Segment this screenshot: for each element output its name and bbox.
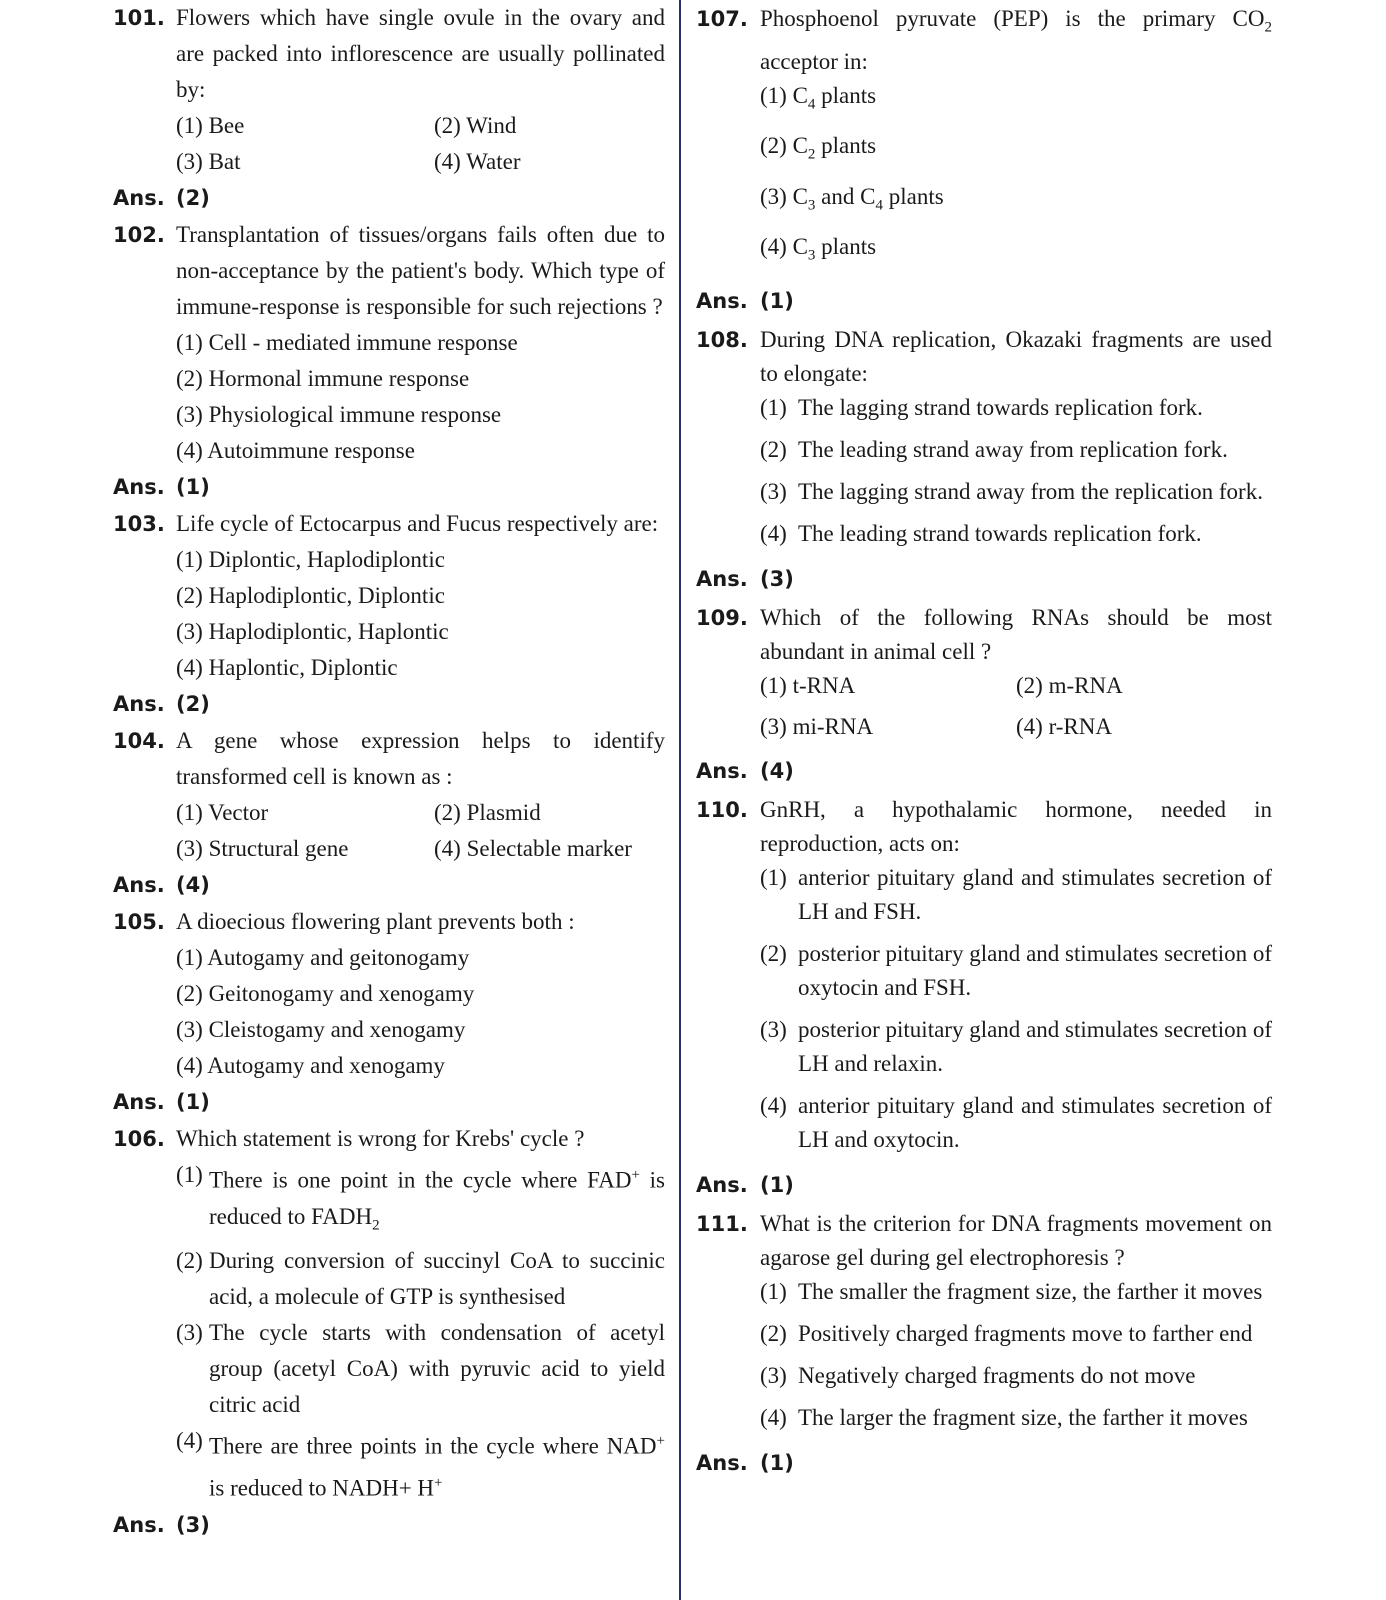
option-number: (4) xyxy=(760,1404,787,1430)
options xyxy=(696,1275,1272,1435)
question-text-part: What is the criterion for DNA fragments movement on agarose gel during gel electrophoresis ? xyxy=(760,1210,1272,1270)
question-block xyxy=(113,0,665,217)
option: (2) m-RNA xyxy=(1016,672,1123,698)
question-number: 108. xyxy=(696,327,748,352)
option xyxy=(760,129,1272,172)
option-number: (4) xyxy=(760,520,787,546)
question-block xyxy=(696,2,1272,321)
option: (4) Haplontic, Diplontic xyxy=(176,655,398,680)
question-text-part: Which of the following RNAs should be most abundant in animal cell ? xyxy=(760,604,1272,664)
question xyxy=(696,323,1272,391)
option-text xyxy=(798,1275,1272,1309)
option-number: (1) xyxy=(760,864,787,890)
options-grid xyxy=(176,795,665,867)
answer xyxy=(696,1165,1272,1205)
option-text-part: The leading strand towards replication fork. xyxy=(798,520,1202,546)
option-text-part: C xyxy=(792,183,808,209)
answer-value: (1) xyxy=(760,1172,794,1197)
answer-label: Ans. xyxy=(696,1172,748,1197)
question-text xyxy=(176,904,665,940)
answer-label: Ans. xyxy=(113,186,165,210)
question-text-part: Phosphoenol pyruvate (PEP) is the primary CO xyxy=(760,6,1265,31)
answer-value: (2) xyxy=(176,692,210,716)
option xyxy=(760,937,1272,1005)
option-text xyxy=(798,861,1272,929)
answer xyxy=(113,686,665,723)
question-block xyxy=(113,723,665,904)
question-text-part: A gene whose expression helps to identify transformed cell is known as : xyxy=(176,728,665,789)
option xyxy=(176,1243,665,1315)
option xyxy=(760,1359,1272,1393)
option-text xyxy=(793,180,944,223)
question-number: 101. xyxy=(113,6,165,30)
question xyxy=(696,601,1272,669)
option: (1) Autogamy and geitonogamy xyxy=(176,945,470,970)
question-number: 107. xyxy=(696,7,748,31)
option: (1) Bee xyxy=(176,113,245,138)
option-number: (3) xyxy=(760,478,787,504)
option-text xyxy=(798,1359,1272,1393)
options xyxy=(113,1157,665,1507)
options xyxy=(696,391,1272,551)
option-text-part: posterior pituitary gland and stimulates secretion of LH and relaxin. xyxy=(798,1016,1272,1076)
option xyxy=(760,861,1272,929)
answer xyxy=(696,751,1272,791)
option-text-part: The cycle starts with condensation of acetyl group (acetyl CoA) with pyruvic acid to yield citric acid xyxy=(209,1320,665,1418)
question-text-part: Life cycle of Ectocarpus and Fucus respectively are: xyxy=(176,511,659,536)
subscript: 2 xyxy=(807,146,816,163)
option-text xyxy=(793,79,877,122)
question-number: 106. xyxy=(113,1127,165,1151)
option-text-part: C xyxy=(792,234,808,260)
option-number: (2) xyxy=(176,1248,203,1274)
option-number: (1) xyxy=(760,394,787,420)
option-number: (3) xyxy=(176,1320,203,1346)
option-text-part: and C xyxy=(815,183,876,209)
question xyxy=(113,723,665,795)
subscript: 3 xyxy=(807,197,816,214)
superscript: + xyxy=(656,1433,665,1450)
question-text-part: A dioecious flowering plant prevents both : xyxy=(176,909,575,934)
option: (3) Bat xyxy=(176,149,241,174)
left-column xyxy=(113,0,665,1544)
option-text xyxy=(798,937,1272,1005)
option-number: (3) xyxy=(760,183,787,209)
option: (1) Diplontic, Haplodiplontic xyxy=(176,547,445,572)
option: (2) Hormonal immune response xyxy=(176,366,470,391)
option-text xyxy=(798,1013,1272,1081)
answer-value: (2) xyxy=(176,186,210,210)
question-text xyxy=(176,723,665,795)
answer-value: (3) xyxy=(176,1512,210,1537)
answer-value: (1) xyxy=(176,475,210,499)
answer-label: Ans. xyxy=(113,1090,165,1114)
option: (2) Geitonogamy and xenogamy xyxy=(176,981,475,1006)
question xyxy=(113,1121,665,1157)
question-block xyxy=(113,1121,665,1544)
answer-value: (4) xyxy=(176,873,210,897)
answer-value: (1) xyxy=(760,288,794,313)
question-number: 110. xyxy=(696,797,748,822)
option: (3) Cleistogamy and xenogamy xyxy=(176,1017,466,1042)
option-text-part: Negatively charged fragments do not move xyxy=(798,1362,1196,1388)
option xyxy=(760,1089,1272,1157)
option-text-part: The lagging strand away from the replication fork. xyxy=(798,478,1263,504)
option xyxy=(760,391,1272,425)
option-text-part: posterior pituitary gland and stimulates secretion of oxytocin and FSH. xyxy=(798,940,1272,1000)
options xyxy=(113,940,665,1084)
option-text xyxy=(209,1315,665,1423)
option: (2) Haplodiplontic, Diplontic xyxy=(176,583,445,608)
option-text xyxy=(793,129,877,172)
answer-label: Ans. xyxy=(696,288,748,313)
option xyxy=(176,1157,665,1243)
option-text xyxy=(798,1401,1272,1435)
answer-label: Ans. xyxy=(696,566,748,591)
option-text xyxy=(793,230,877,273)
question-block xyxy=(696,1207,1272,1483)
answer-label: Ans. xyxy=(696,758,748,783)
option-text xyxy=(209,1157,665,1243)
superscript: + xyxy=(434,1474,443,1491)
option-number: (4) xyxy=(760,234,787,260)
option-text-part: is reduced to NADH+ H xyxy=(209,1475,435,1501)
question xyxy=(696,2,1272,79)
question-block xyxy=(696,323,1272,599)
options xyxy=(696,79,1272,273)
option: (4) Autoimmune response xyxy=(176,438,415,463)
question-text xyxy=(176,0,665,108)
option-text-part: anterior pituitary gland and stimulates secretion of LH and FSH. xyxy=(798,864,1272,924)
answer-value: (1) xyxy=(760,1450,794,1475)
answer-label: Ans. xyxy=(696,1450,748,1475)
answer xyxy=(696,1443,1272,1483)
option-text-part: C xyxy=(792,133,808,159)
option xyxy=(760,1401,1272,1435)
question xyxy=(113,217,665,325)
answer-label: Ans. xyxy=(113,692,165,716)
option-text-part: anterior pituitary gland and stimulates secretion of LH and oxytocin. xyxy=(798,1092,1272,1152)
superscript: + xyxy=(631,1167,640,1183)
question-text xyxy=(760,1207,1272,1275)
subscript: 2 xyxy=(372,1217,380,1234)
question-text xyxy=(760,323,1272,391)
question-text-part: During DNA replication, Okazaki fragments are used to elongate: xyxy=(760,326,1272,386)
option-number: (2) xyxy=(760,1320,787,1346)
option: (4) Autogamy and xenogamy xyxy=(176,1053,445,1078)
option: (1) Cell - mediated immune response xyxy=(176,330,518,355)
options xyxy=(113,795,665,867)
question-number: 102. xyxy=(113,223,165,247)
question-number: 104. xyxy=(113,729,165,753)
option-text-part: plants xyxy=(815,82,877,108)
option-text xyxy=(798,517,1272,551)
answer xyxy=(696,559,1272,599)
option-number: (1) xyxy=(176,1162,203,1187)
option-text xyxy=(209,1243,665,1315)
options-grid xyxy=(760,669,1272,751)
option xyxy=(176,1423,665,1506)
option-text-part: During conversion of succinyl CoA to succinic acid, a molecule of GTP is synthesised xyxy=(209,1248,665,1310)
question-number: 103. xyxy=(113,512,165,536)
option-text-part: The smaller the fragment size, the farther it moves xyxy=(798,1278,1263,1304)
option: (4) r-RNA xyxy=(1016,713,1112,739)
question-text xyxy=(760,793,1272,861)
option-text-part: The larger the fragment size, the farther it moves xyxy=(798,1404,1248,1430)
option: (1) t-RNA xyxy=(760,672,856,698)
option-text-part: is reduced to FADH xyxy=(209,1167,665,1229)
right-column xyxy=(696,0,1272,1483)
answer-label: Ans. xyxy=(113,873,165,897)
option xyxy=(760,230,1272,273)
option-text-part: plants xyxy=(815,234,877,260)
question-text-part: GnRH, a hypothalamic hormone, needed in reproduction, acts on: xyxy=(760,796,1272,856)
option-number: (3) xyxy=(760,1362,787,1388)
option: (2) Plasmid xyxy=(434,800,541,825)
option-number: (2) xyxy=(760,436,787,462)
subscript: 4 xyxy=(807,96,816,113)
question xyxy=(113,506,665,542)
question-block xyxy=(696,601,1272,791)
answer xyxy=(696,281,1272,321)
option: (3) Haplodiplontic, Haplontic xyxy=(176,619,449,644)
question-text xyxy=(176,1121,665,1157)
options xyxy=(113,325,665,469)
option-text-part: plants xyxy=(815,133,877,159)
option: (4) Water xyxy=(434,149,521,174)
option-text-part: C xyxy=(792,82,808,108)
option-number: (1) xyxy=(760,82,787,108)
options xyxy=(696,861,1272,1157)
option-number: (3) xyxy=(760,1016,787,1042)
question-number: 111. xyxy=(696,1211,748,1236)
options xyxy=(113,108,665,180)
option-number: (2) xyxy=(760,940,787,966)
option: (1) Vector xyxy=(176,800,269,825)
option xyxy=(760,79,1272,122)
question-number: 109. xyxy=(696,605,748,630)
option-text-part: There is one point in the cycle where FAD xyxy=(209,1167,632,1193)
answer xyxy=(113,867,665,904)
option-text-part: There are three points in the cycle where NAD xyxy=(209,1433,657,1459)
answer xyxy=(113,469,665,506)
option: (4) Selectable marker xyxy=(434,836,632,861)
subscript: 2 xyxy=(1264,19,1272,36)
question xyxy=(696,1207,1272,1275)
option xyxy=(760,475,1272,509)
option: (2) Wind xyxy=(434,113,517,138)
question-text xyxy=(760,2,1272,79)
subscript: 3 xyxy=(807,247,816,264)
option: (3) Physiological immune response xyxy=(176,402,502,427)
option-text xyxy=(798,1089,1272,1157)
column-divider xyxy=(679,0,681,1600)
options xyxy=(696,669,1272,751)
question-text xyxy=(760,601,1272,669)
question-text-part: Flowers which have single ovule in the ovary and are packed into inflorescence are usually pollinated by: xyxy=(176,5,665,102)
option-text-part: Positively charged fragments move to farther end xyxy=(798,1320,1253,1346)
option-text xyxy=(209,1423,665,1506)
option xyxy=(176,1315,665,1423)
option-text-part: The leading strand away from replication fork. xyxy=(798,436,1228,462)
option: (3) mi-RNA xyxy=(760,713,874,739)
answer-label: Ans. xyxy=(113,475,165,499)
question-text-part: Which statement is wrong for Krebs' cycle ? xyxy=(176,1126,585,1151)
option-number: (4) xyxy=(760,1092,787,1118)
question-text xyxy=(176,506,665,542)
option-text-part: The lagging strand towards replication fork. xyxy=(798,394,1203,420)
option-text xyxy=(798,1317,1272,1351)
option-text-part: plants xyxy=(882,183,944,209)
answer-value: (1) xyxy=(176,1090,210,1114)
answer xyxy=(113,180,665,217)
answer-value: (4) xyxy=(760,758,794,783)
option xyxy=(760,180,1272,223)
answer-value: (3) xyxy=(760,566,794,591)
question xyxy=(113,904,665,940)
options xyxy=(113,542,665,686)
option xyxy=(760,433,1272,467)
question-block xyxy=(113,217,665,506)
question xyxy=(696,793,1272,861)
question-block xyxy=(113,904,665,1121)
question-number: 105. xyxy=(113,910,165,934)
option-number: (2) xyxy=(760,133,787,159)
option-number: (1) xyxy=(760,1278,787,1304)
question-block xyxy=(113,506,665,723)
options-grid xyxy=(176,108,665,180)
answer xyxy=(113,1507,665,1544)
option xyxy=(760,1317,1272,1351)
question xyxy=(113,0,665,108)
option-number: (4) xyxy=(176,1428,203,1454)
option: (3) Structural gene xyxy=(176,836,349,861)
option xyxy=(760,1013,1272,1081)
option-text xyxy=(798,391,1272,425)
option-text xyxy=(798,475,1272,509)
answer-label: Ans. xyxy=(113,1512,165,1537)
answer xyxy=(113,1084,665,1121)
option xyxy=(760,517,1272,551)
question-text xyxy=(176,217,665,325)
option xyxy=(760,1275,1272,1309)
subscript: 4 xyxy=(875,197,883,214)
question-block xyxy=(696,793,1272,1205)
question-text-part: acceptor in: xyxy=(760,48,868,74)
option-text xyxy=(798,433,1272,467)
question-text-part: Transplantation of tissues/organs fails often due to non-acceptance by the patient's body. Which type of immune-response is responsible for such rejections ? xyxy=(176,222,665,319)
